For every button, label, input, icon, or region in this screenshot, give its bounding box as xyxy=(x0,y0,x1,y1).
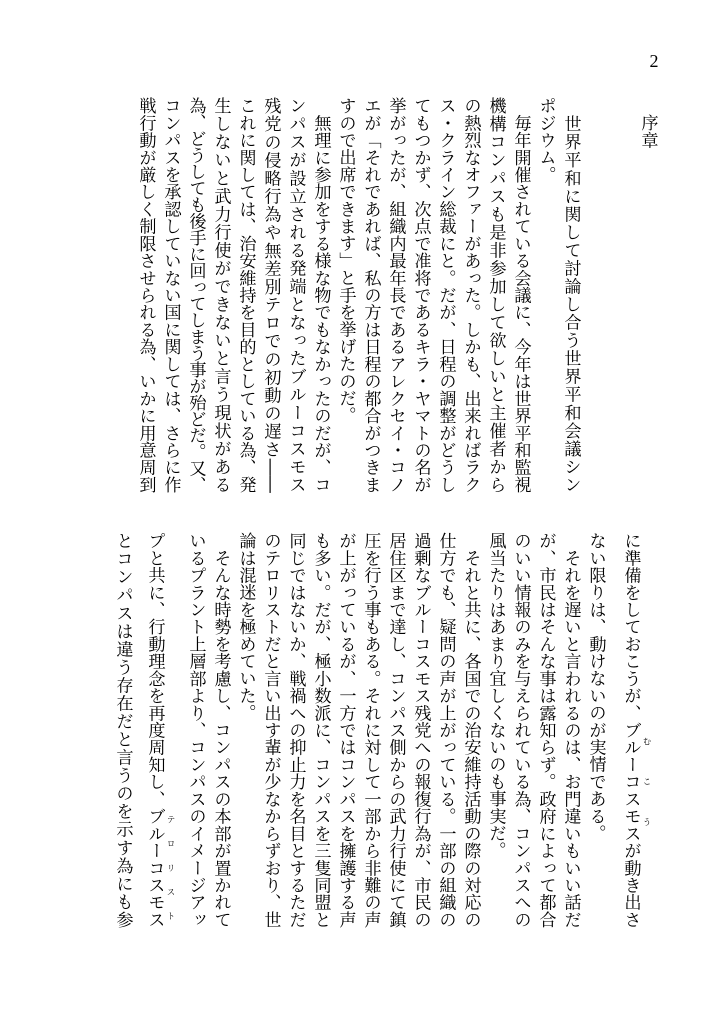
text-line: プと共に、行動理念を再度周知し、ブルーコスモス xyxy=(144,532,165,928)
text-line: 風当たりはあまり宜しくないのも事実だ。 xyxy=(485,532,506,859)
text-line: 仕方でも、疑問の声が上がっている。一部の組織の xyxy=(435,532,456,928)
text-line: が上がっているが、一方ではコンパスを擁護する声 xyxy=(335,532,356,928)
ruby-annotation: テロリスト xyxy=(165,814,175,936)
chapter-title: 序章 xyxy=(637,114,658,149)
text-line: そんな時勢を考慮し、コンパスの本部が置かれて xyxy=(210,532,231,928)
text-line: 圧を行う事もある。それに対して一部から非難の声 xyxy=(360,532,381,928)
text-line: 世界平和に関して討論し合う世界平和会議シン xyxy=(560,97,581,493)
text-line: それを遅いと言われるのは、お門違いもいい話だ xyxy=(560,532,581,928)
text-line: のテロリストだと言い出す輩が少なからずおり、世 xyxy=(260,532,281,928)
text-line: 生しないと武力行使ができないと言う現状がある xyxy=(210,97,231,493)
text-line: 戦行動が厳しく制限させられる為、いかに用意周到 xyxy=(135,97,156,493)
text-line: それと共に、各国での治安維持活動の際の対応の xyxy=(460,532,481,928)
text-line: 論は混迷を極めていた。 xyxy=(235,532,256,722)
text-line: が、市民はそんな事は露知らず。政府によって都合 xyxy=(535,532,556,928)
text-line: 過剰なブルーコスモス残党への報復行為が、市民の xyxy=(410,532,431,928)
text-line: 無理に参加をする様な物でもなかったのだが、コ xyxy=(310,97,331,493)
text-line: 機構コンパスも是非参加して欲しいと主催者から xyxy=(485,97,506,493)
ruby-annotation: むこう xyxy=(641,736,651,857)
text-line: 居住区まで達し、コンパス側からの武力行使にて鎮 xyxy=(385,532,406,928)
text-line: ス・クライン総裁にと。だが、日程の調整がどうし xyxy=(435,97,456,493)
text-line: 為、どうしても後手に回ってしまう事が殆どだ。又、 xyxy=(185,97,206,493)
text-line: コンパスを承認していない国に関しては、さらに作 xyxy=(160,97,181,493)
text-line: すので出席できます」と手を挙げたのだ。 xyxy=(335,97,356,424)
text-line: も多い。だが、極小数派に、コンパスを三隻同盟と xyxy=(310,532,331,928)
text-line: ない限りは、動けないのが実情である。 xyxy=(585,532,606,842)
text-line: ポジウム。 xyxy=(535,97,556,183)
text-line: これに関しては、治安維持を目的としている為、発 xyxy=(235,97,256,493)
text-line: てもつかず、次点で准将であるキラ・ヤマトの名が xyxy=(410,97,431,493)
text-line: 同じではないか、戦禍への抑止力を名目とするただ xyxy=(285,532,306,928)
text-line: の熱烈なオファーがあった。しかも、出来ればラク xyxy=(460,97,481,493)
text-line: とコンパスは違う存在だと言うのを示す為にも参 xyxy=(112,532,133,928)
text-line: 毎年開催されている会議に、今年は世界平和監視 xyxy=(510,97,531,493)
text-line: エが「それであれば、私の方は日程の都合がつきま xyxy=(360,97,381,493)
text-line: 残党の侵略行為や無差別テロでの初動の遅さ―― xyxy=(260,97,281,493)
text-line: のいい情報のみを与えられている為、コンパスへの xyxy=(510,532,531,928)
text-line: に準備をしておこうが、ブルーコスモスが動き出さ xyxy=(620,532,641,928)
text-line: いるプラント上層部より、コンパスのイメージアッ xyxy=(185,532,206,928)
text-line: 挙がったが、組織内最年長であるアレクセイ・コノ xyxy=(385,97,406,493)
page-number: 2 xyxy=(649,51,659,71)
text-line: ンパスが設立される発端となったブルーコスモス xyxy=(285,97,306,493)
